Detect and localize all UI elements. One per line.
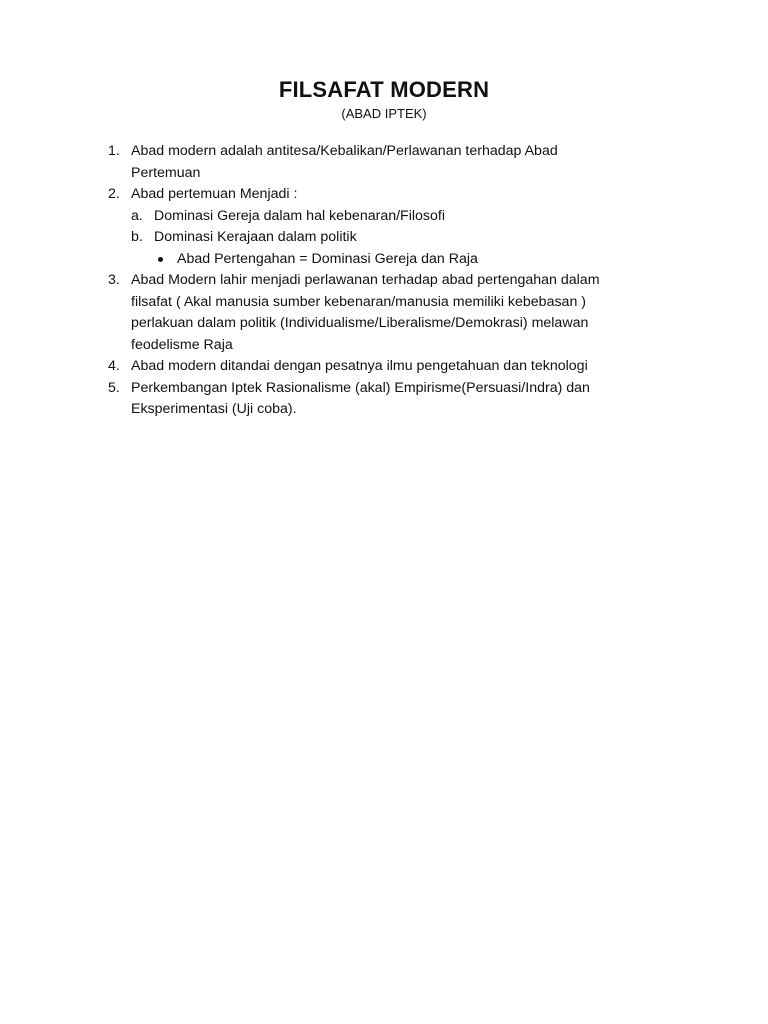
list-item-1 <box>108 141 688 184</box>
list-item-text: Eksperimentasi (Uji coba). <box>131 401 297 417</box>
bullet-dot-icon <box>158 257 163 262</box>
list-item-text: Perkembangan Iptek Rasionalisme (akal) Empirisme(Persuasi/Indra) dan <box>131 379 590 396</box>
document-subtitle: (ABAD IPTEK) <box>341 106 427 121</box>
list-item-text: Abad pertemuan Menjadi : <box>131 186 298 202</box>
list-item-3 <box>108 270 688 356</box>
sub-item-text: Dominasi Gereja dalam hal kebenaran/Filosofi <box>154 207 445 224</box>
numbered-list <box>108 141 688 421</box>
sub-item-text: Dominasi Kerajaan dalam politik <box>154 229 357 245</box>
list-number: 3. <box>108 272 120 288</box>
list-item-4 <box>108 356 688 378</box>
list-item-2 <box>108 184 688 206</box>
bullet-item-text: Abad Pertengahan = Dominasi Gereja dan Raja <box>177 250 478 267</box>
list-item-text: Abad modern adalah antitesa/Kebalikan/Perlawanan terhadap Abad <box>131 143 558 159</box>
sub-item-letter: a. <box>131 207 143 224</box>
list-item-text: Abad Modern lahir menjadi perlawanan terhadap abad pertengahan dalam <box>131 272 600 288</box>
list-item-text: perlakuan dalam politik (Individualisme/Liberalisme/Demokrasi) melawan <box>131 315 589 331</box>
document-title: FILSAFAT MODERN <box>278 77 490 102</box>
list-item-text: filsafat ( Akal manusia sumber kebenaran/manusia memiliki kebebasan ) <box>131 293 587 310</box>
list-number: 5. <box>108 379 120 396</box>
list-number: 2. <box>108 186 120 202</box>
list-number: 4. <box>108 358 120 374</box>
sub-item-a <box>108 206 688 228</box>
sub-item-letter: b. <box>131 229 143 245</box>
sub-item-b <box>108 227 688 249</box>
bullet-item <box>108 249 688 271</box>
list-item-text: feodelisme Raja <box>131 336 233 353</box>
list-item-text: Pertemuan <box>131 164 201 181</box>
list-item-5 <box>108 378 688 421</box>
list-number: 1. <box>108 143 120 159</box>
list-item-text: Abad modern ditandai dengan pesatnya ilmu pengetahuan dan teknologi <box>131 358 588 374</box>
